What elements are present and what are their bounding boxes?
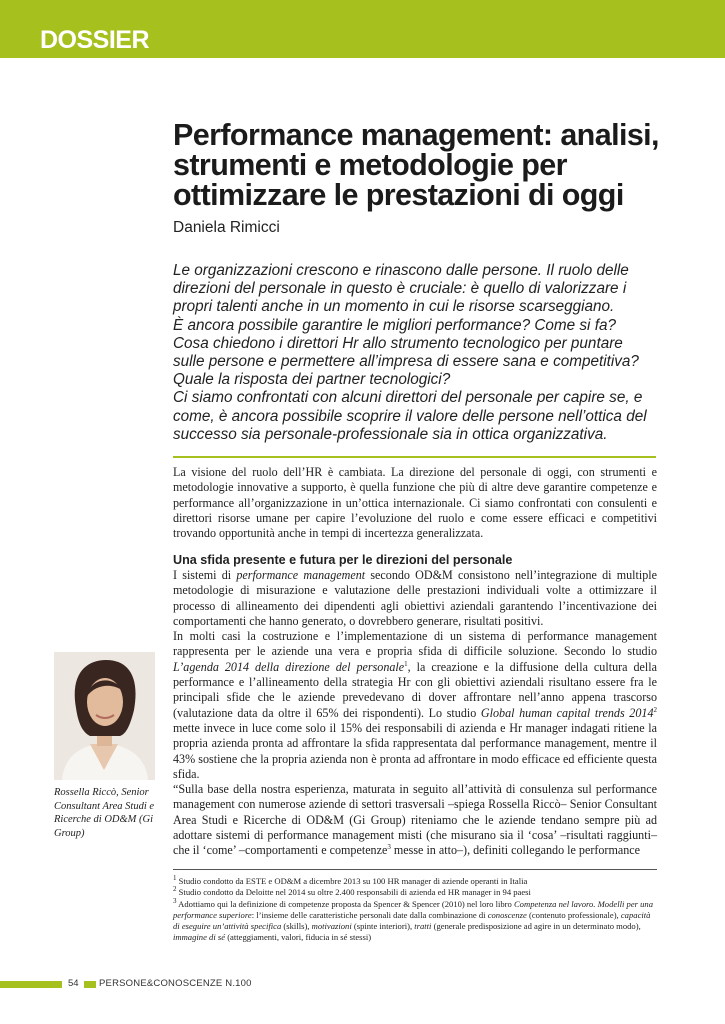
footnote-ref: 3 (387, 843, 391, 852)
footer-accent-square (84, 981, 96, 988)
footnote: $^3$ Adottiamo qui la definizione di competenze proposta da Spencer & Spencer (2010) nel loro libro Competenza nel lavoro. Modelli per una performance superiore: l’insieme delle caratteristiche personali date dalla combinazione di conoscenze (contenuto professionale), capacità di eseguire un’attività specifica (skills), motivazioni (spinte interiori), tratti (generale predisposizione ad agire in un determinato modo), immagine di sé (atteggiamenti, valori, fiducia in sé stessi) (173, 896, 654, 943)
footer-accent-bar (0, 981, 62, 988)
lead-paragraph: Cosa chiedono i direttori Hr allo strumento tecnologico per puntare sulle persone e permettere all’impresa di essere sana e competitiva? Quale la risposta dei partner tecnologici? (173, 334, 639, 389)
photo-caption: Rossella Riccò, Senior Consultant Area Studi e Ricerche di OD&M (Gi Group) (54, 787, 155, 839)
intro-paragraph: La visione del ruolo dell’HR è cambiata. La direzione del personale di oggi, con strumenti e metodologie innovative a supporto, è quella funzione che più di altre deve garantire competenze e performance all’organizzazione in un’ottica internazionale. Ci siamo confrontati con consulenti e direttori risorse umane per capire l’evoluzione del ruolo e come essere efficaci e competitivi trovando opportunità anche in tempi di incertezza generalizzata. (173, 465, 657, 541)
lead-divider (173, 456, 656, 458)
body-paragraph: I sistemi di performance management secondo OD&M consistono nell’integrazione di multiple metodologie di misurazione e valutazione delle prestazioni individuali volte a ottimizzare il processo di allineamento dei dipendenti agli obiettivi aziendali garantendo l’incentivazione dei comportamenti che hanno generato, o dovrebbero generare, risultati positivi. (173, 568, 658, 628)
article-lead (173, 262, 653, 444)
footnote-ref: 2 (653, 705, 657, 714)
article-section (173, 552, 657, 859)
lead-paragraph: Ci siamo confrontati con alcuni direttori del personale per capire se, e come, è ancora possibile scoprire il valore delle persone nell’ottica del successo sia personale-professionale sia in ottica organizzativa. (173, 389, 647, 443)
magazine-name: PERSONE&CONOSCENZE N.100 (99, 978, 252, 989)
portrait-illustration (54, 652, 155, 780)
body-paragraph: “Sulla base della nostra esperienza, maturata in seguito all’attività di consulenza sul performance management con numerose aziende di settori trasversali –spiega Rossella Riccò– Senior Consultant Area Studi e Ricerche di OD&M (Gi Group) riteniamo che le aziende tendano sempre più ad adottare sistemi di performance management misti (che misurano sia il ‘cosa’ –risultati raggiunti– che il ‘come’ –comportamenti e competenze$^3$ messe in atto–), definiti collegando le performance (173, 782, 657, 858)
body-paragraph: In molti casi la costruzione e l’implementazione di un sistema di performance management rappresenta per le aziende una vera e propria sfida di difficile soluzione. Secondo lo studio L’agenda 2014 della direzione del personale$^1$, la creazione e la diffusione della cultura della performance e l’allineamento della strategia Hr con gli obiettivi aziendali risultano essere fra le principali sfide che le aziende prevedevano di dover affrontare nell’anno appena trascorso (valutazione data da oltre il 65% dei rispondenti). Lo studio Global human capital trends 2014$^2$ mette invece in luce come solo il 15% dei responsabili di azienda e Hr manager indagati ritiene la propria azienda pronta ad affrontare la sfida rappresentata dal performance management, mentre il 43% sostiene che la propria azienda non è pronta ad affrontare in modo efficace ed efficiente questa sfida. (173, 629, 657, 781)
footnote: $^1$ Studio condotto da ESTE e OD&M a dicembre 2013 su 100 HR manager di aziende operanti in Italia (173, 874, 528, 886)
section-label: DOSSIER (40, 26, 150, 54)
footnotes (173, 876, 657, 944)
dossier-band (0, 0, 725, 58)
footnote-ref: 1 (404, 659, 408, 668)
lead-paragraph: È ancora possibile garantire le migliori performance? Come si fa? (173, 316, 616, 334)
footnote-divider (173, 869, 657, 870)
page-number: 54 (68, 978, 79, 989)
footnote: $^2$ Studio condotto da Deloitte nel 2014 su oltre 2.400 responsabili di azienda ed HR manager in 94 paesi (173, 885, 531, 898)
article-author: Daniela Rimicci (173, 219, 280, 236)
section-heading: Una sfida presente e futura per le direzioni del personale (173, 553, 513, 567)
lead-paragraph: Le organizzazioni crescono e rinascono dalle persone. Il ruolo delle direzioni del personale in questo è cruciale: è quello di valorizzare i propri talenti anche in un momento in cui le risorse scarseggiano. (173, 262, 629, 316)
portrait-photo (54, 652, 155, 780)
article-title: Performance management: analisi, strumenti e metodologie per ottimizzare le prestazioni di oggi (173, 118, 659, 212)
